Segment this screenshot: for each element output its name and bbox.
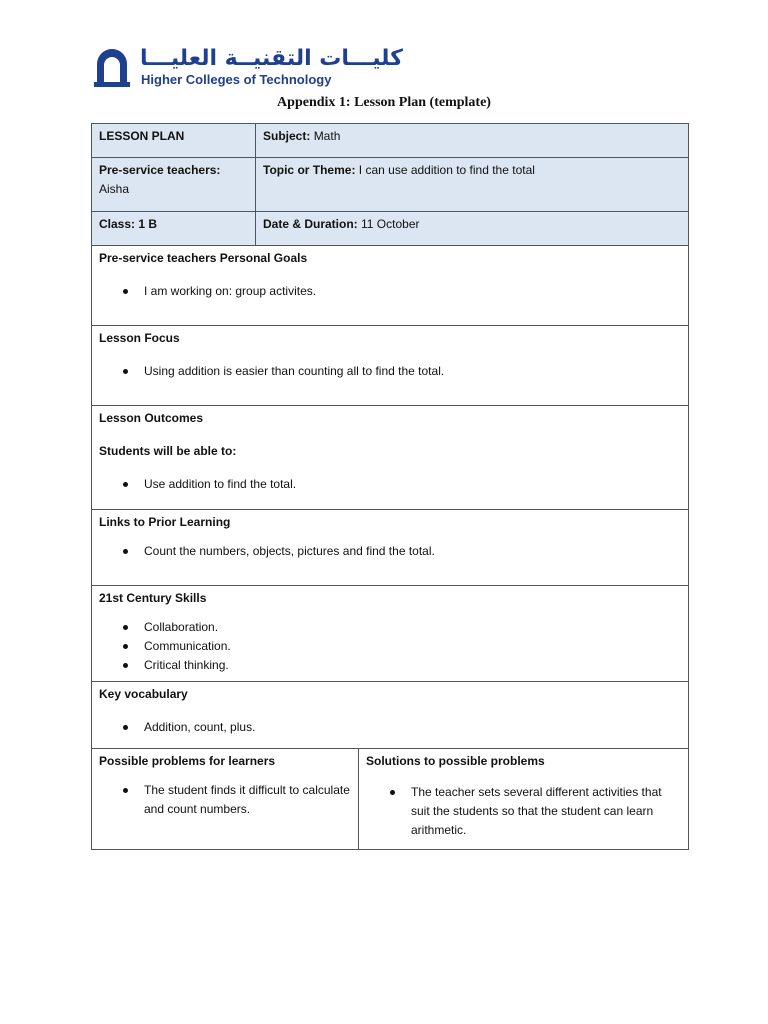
- subject-value: Math: [313, 129, 341, 143]
- century-skills-heading: 21st Century Skills: [99, 591, 207, 605]
- lesson-plan-label: LESSON PLAN: [99, 129, 185, 143]
- row-prior-learning: [92, 510, 689, 586]
- prior-learning-list: [99, 542, 681, 561]
- cell-key-vocabulary: [92, 682, 689, 749]
- cell-lesson-plan: [92, 124, 256, 158]
- lesson-outcomes-heading: Lesson Outcomes: [99, 411, 204, 425]
- lesson-plan-table: [91, 123, 689, 850]
- prior-learning-heading: Links to Prior Learning: [99, 515, 231, 529]
- list-item: I am working on: group activites.: [144, 282, 681, 301]
- subject-label: Subject:: [263, 129, 311, 143]
- cell-century-skills: [92, 586, 689, 682]
- list-item: Use addition to find the total.: [144, 475, 681, 494]
- cell-solutions: [359, 749, 689, 850]
- document-title: Appendix 1: Lesson Plan (template): [277, 95, 491, 110]
- cell-personal-goals: [92, 246, 689, 326]
- row-problems-solutions: [92, 749, 689, 850]
- lesson-outcomes-list: [99, 475, 681, 494]
- row-personal-goals: [92, 246, 689, 326]
- date-label: Date & Duration:: [263, 217, 358, 231]
- personal-goals-list: [99, 282, 681, 301]
- list-item: The teacher sets several different activities that suit the students so that the student can learn arithmetic.: [411, 783, 681, 840]
- problems-heading: Possible problems for learners: [99, 754, 276, 768]
- list-item: Using addition is easier than counting all to find the total.: [144, 362, 681, 381]
- key-vocabulary-list: [99, 718, 681, 737]
- class-label: Class:: [99, 217, 136, 231]
- cell-lesson-outcomes: [92, 406, 689, 510]
- problems-list: [99, 781, 351, 819]
- logo-arabic-text: كليـــات التقنيــة العليـــا: [140, 46, 403, 71]
- teachers-label: Pre-service teachers:: [99, 163, 221, 177]
- topic-label: Topic or Theme:: [263, 163, 356, 177]
- topic-value: I can use addition to find the total: [358, 163, 535, 177]
- list-item: Collaboration.: [144, 618, 681, 637]
- teachers-value: Aisha: [99, 182, 130, 196]
- hct-logo: [94, 44, 403, 92]
- row-century-skills: [92, 586, 689, 682]
- cell-subject: [256, 124, 689, 158]
- list-item: Communication.: [144, 637, 681, 656]
- list-item: The student finds it difficult to calculate and count numbers.: [144, 781, 351, 819]
- hct-logo-mark-icon: [94, 44, 130, 88]
- cell-topic: [256, 158, 689, 212]
- cell-prior-learning: [92, 510, 689, 586]
- cell-lesson-focus: [92, 326, 689, 406]
- class-value: 1 B: [138, 217, 158, 231]
- cell-class: [92, 212, 256, 246]
- list-item: Addition, count, plus.: [144, 718, 681, 737]
- cell-teachers: [92, 158, 256, 212]
- date-value: 11 October: [361, 217, 420, 231]
- personal-goals-heading: Pre-service teachers Personal Goals: [99, 251, 308, 265]
- row-teachers: [92, 158, 689, 212]
- cell-date: [256, 212, 689, 246]
- row-lesson-outcomes: [92, 406, 689, 510]
- row-lesson-focus: [92, 326, 689, 406]
- key-vocabulary-heading: Key vocabulary: [99, 687, 188, 701]
- lesson-outcomes-intro: Students will be able to:: [99, 444, 237, 458]
- cell-problems: [92, 749, 359, 850]
- row-class: [92, 212, 689, 246]
- lesson-focus-list: [99, 362, 681, 381]
- list-item: Count the numbers, objects, pictures and find the total.: [144, 542, 681, 561]
- solutions-heading: Solutions to possible problems: [366, 754, 545, 768]
- lesson-focus-heading: Lesson Focus: [99, 331, 180, 345]
- solutions-list: [366, 783, 681, 840]
- list-item: Critical thinking.: [144, 656, 681, 675]
- row-key-vocabulary: [92, 682, 689, 749]
- logo-english-text: Higher Colleges of Technology: [141, 72, 332, 87]
- row-lesson-plan: [92, 124, 689, 158]
- century-skills-list: [99, 618, 681, 675]
